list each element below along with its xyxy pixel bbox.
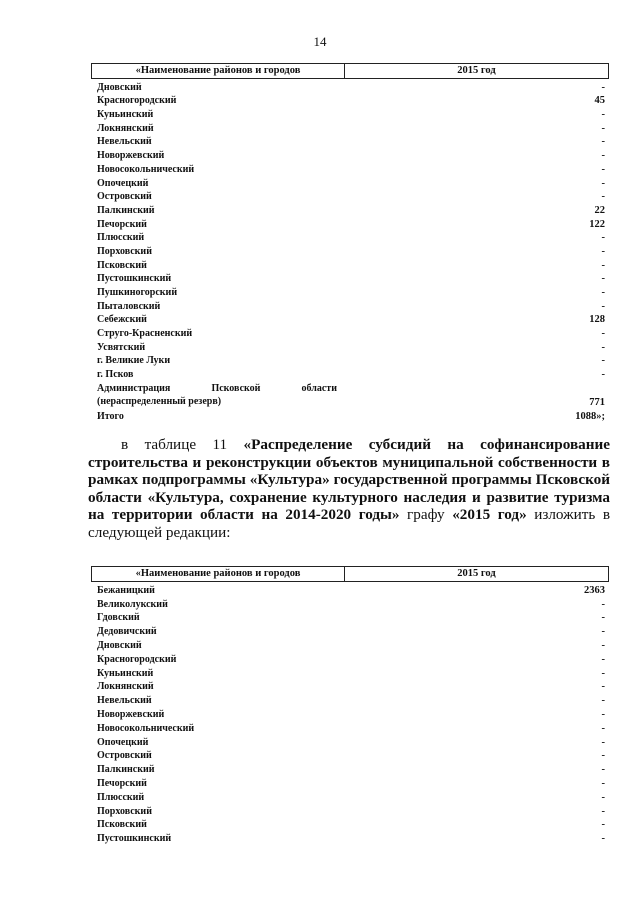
table-2-header	[91, 566, 609, 582]
row-value: -	[601, 341, 605, 353]
table-row	[91, 325, 609, 339]
para-prefix: в таблице 11	[121, 436, 244, 453]
table-row	[91, 216, 609, 230]
table-row	[91, 298, 609, 312]
column-header-name: «Наименование районов и городов	[92, 567, 345, 581]
row-value: -	[601, 163, 605, 175]
row-name: Порховский	[97, 805, 152, 817]
column-header-name: «Наименование районов и городов	[92, 64, 345, 78]
table-row	[91, 175, 609, 189]
table-row	[91, 734, 609, 748]
row-value: -	[601, 150, 605, 162]
row-name: Палкинский	[97, 204, 155, 216]
table-row	[91, 271, 609, 285]
row-name: Себежский	[97, 314, 147, 326]
row-name: Псковский	[97, 819, 147, 831]
row-value: -	[601, 639, 605, 651]
table-row	[91, 720, 609, 734]
column-header-year: 2015 год	[457, 568, 496, 579]
table-1-body	[91, 79, 609, 380]
table-row-total	[91, 408, 609, 422]
row-name: Печорский	[97, 218, 147, 230]
row-value: -	[601, 750, 605, 762]
row-name: Островский	[97, 191, 152, 203]
row-name: Островский	[97, 750, 152, 762]
row-name: Локнянский	[97, 122, 154, 134]
row-value: -	[601, 681, 605, 693]
row-name: Дновский	[97, 639, 142, 651]
column-header-year: 2015 год	[457, 65, 496, 76]
table-row	[91, 706, 609, 720]
para-bold-column: «2015 год»	[452, 506, 527, 524]
row-value: -	[601, 328, 605, 340]
row-value: 22	[594, 204, 605, 216]
row-name: Куньинский	[97, 667, 154, 679]
table-row	[91, 339, 609, 353]
row-value: -	[601, 626, 605, 638]
row-value: -	[601, 819, 605, 831]
row-name: Красногородский	[97, 95, 177, 107]
row-value: -	[601, 232, 605, 244]
admin-word-1: Администрация	[97, 383, 171, 395]
admin-value: 771	[589, 397, 605, 409]
row-name: Струго-Красненский	[97, 328, 193, 340]
table-row	[91, 93, 609, 107]
table-row	[91, 637, 609, 651]
table-row	[91, 120, 609, 134]
row-name: Красногородский	[97, 653, 177, 665]
row-value: 122	[589, 218, 605, 230]
admin-line-2: (нераспределенный резерв)	[97, 395, 222, 407]
row-value: -	[601, 667, 605, 679]
table-row	[91, 748, 609, 762]
row-value: -	[601, 122, 605, 134]
row-value: 45	[594, 95, 605, 107]
row-name: Новоржевский	[97, 708, 165, 720]
table-row	[91, 134, 609, 148]
row-value: -	[601, 300, 605, 312]
table-row	[91, 803, 609, 817]
table-row	[91, 817, 609, 831]
table-row	[91, 147, 609, 161]
row-name: Пустошкинский	[97, 273, 172, 285]
table-row	[91, 202, 609, 216]
table-1-header	[91, 63, 609, 79]
row-name: Опочецкий	[97, 177, 149, 189]
row-value: -	[601, 355, 605, 367]
table-row	[91, 761, 609, 775]
total-label: Итого	[97, 410, 124, 422]
row-name: г. Великие Луки	[97, 355, 171, 367]
row-value: -	[601, 708, 605, 720]
table-row	[91, 366, 609, 380]
row-name: Плюсский	[97, 232, 145, 244]
row-value: -	[601, 722, 605, 734]
row-value: -	[601, 653, 605, 665]
row-value: -	[601, 136, 605, 148]
para-suffix: изложить в следующей редакции:	[88, 506, 611, 541]
table-row	[91, 106, 609, 120]
row-value: -	[601, 598, 605, 610]
row-value: -	[601, 109, 605, 121]
admin-word-2: Псковской	[211, 383, 261, 395]
row-value: -	[601, 259, 605, 271]
row-name: Невельский	[97, 695, 152, 707]
row-value: -	[601, 764, 605, 776]
row-value: -	[601, 612, 605, 624]
row-name: Пыталовский	[97, 300, 161, 312]
row-value: 128	[589, 314, 605, 326]
table-row	[91, 353, 609, 367]
row-name: Дедовичский	[97, 626, 157, 638]
row-name: Пустошкинский	[97, 833, 172, 845]
row-value: 2363	[584, 584, 605, 596]
table-row	[91, 284, 609, 298]
table-row	[91, 582, 609, 596]
row-value: -	[601, 695, 605, 707]
row-value: -	[601, 273, 605, 285]
table-2-body	[91, 582, 609, 844]
row-name: Гдовский	[97, 612, 140, 624]
row-name: Усвятский	[97, 341, 146, 353]
row-value: -	[601, 791, 605, 803]
row-name: Новосокольнический	[97, 163, 195, 175]
row-value: -	[601, 81, 605, 93]
table-row	[91, 623, 609, 637]
table-row	[91, 789, 609, 803]
row-value: -	[601, 805, 605, 817]
row-name: Куньинский	[97, 109, 154, 121]
table-row	[91, 692, 609, 706]
table-row	[91, 665, 609, 679]
para-bold-title: «Распределение субсидий на софинансирование строительства и реконструкции объектов муниципальной собственности в рамках подпрограммы «Культура» государственной программы Псковской области «Культура, сохранение культурного наследия и развитие туризма на территории области на 2014-2020 годы»	[88, 436, 610, 524]
row-name: Невельский	[97, 136, 152, 148]
row-name: Новоржевский	[97, 150, 165, 162]
para-middle: графу	[399, 506, 453, 524]
table-row	[91, 610, 609, 624]
row-value: -	[601, 369, 605, 381]
row-name: Пушкиногорский	[97, 287, 178, 298]
table-row	[91, 830, 609, 844]
row-name: Плюсский	[97, 791, 145, 803]
table-row	[91, 161, 609, 175]
row-name: Порховский	[97, 245, 152, 257]
row-name: г. Псков	[97, 369, 134, 381]
row-name: Бежаницкий	[97, 584, 155, 596]
table-row-admin	[91, 380, 609, 408]
page-number: 14	[313, 34, 327, 49]
row-name: Печорский	[97, 777, 147, 789]
body-paragraph	[88, 436, 610, 542]
total-value: 1088»;	[575, 410, 605, 422]
table-row	[91, 243, 609, 257]
row-value: -	[601, 736, 605, 748]
table-1	[91, 63, 609, 422]
row-value: -	[601, 191, 605, 203]
table-row	[91, 79, 609, 93]
table-row	[91, 312, 609, 326]
table-row	[91, 775, 609, 789]
table-2	[91, 566, 609, 844]
row-name: Локнянский	[97, 681, 154, 693]
table-row	[91, 651, 609, 665]
admin-word-3: области	[301, 383, 337, 395]
row-value: -	[601, 177, 605, 189]
table-row	[91, 257, 609, 271]
row-name: Великолукский	[97, 598, 168, 610]
row-value: -	[601, 245, 605, 257]
admin-name	[97, 383, 337, 408]
row-name: Новосокольнический	[97, 722, 195, 734]
row-value: -	[601, 833, 605, 845]
row-name: Дновский	[97, 81, 142, 93]
row-value: -	[601, 777, 605, 789]
table-row	[91, 596, 609, 610]
row-name: Палкинский	[97, 764, 155, 776]
table-row	[91, 679, 609, 693]
row-name: Опочецкий	[97, 736, 149, 748]
row-name: Псковский	[97, 259, 147, 271]
row-value: -	[601, 287, 605, 298]
table-row	[91, 230, 609, 244]
table-row	[91, 189, 609, 203]
